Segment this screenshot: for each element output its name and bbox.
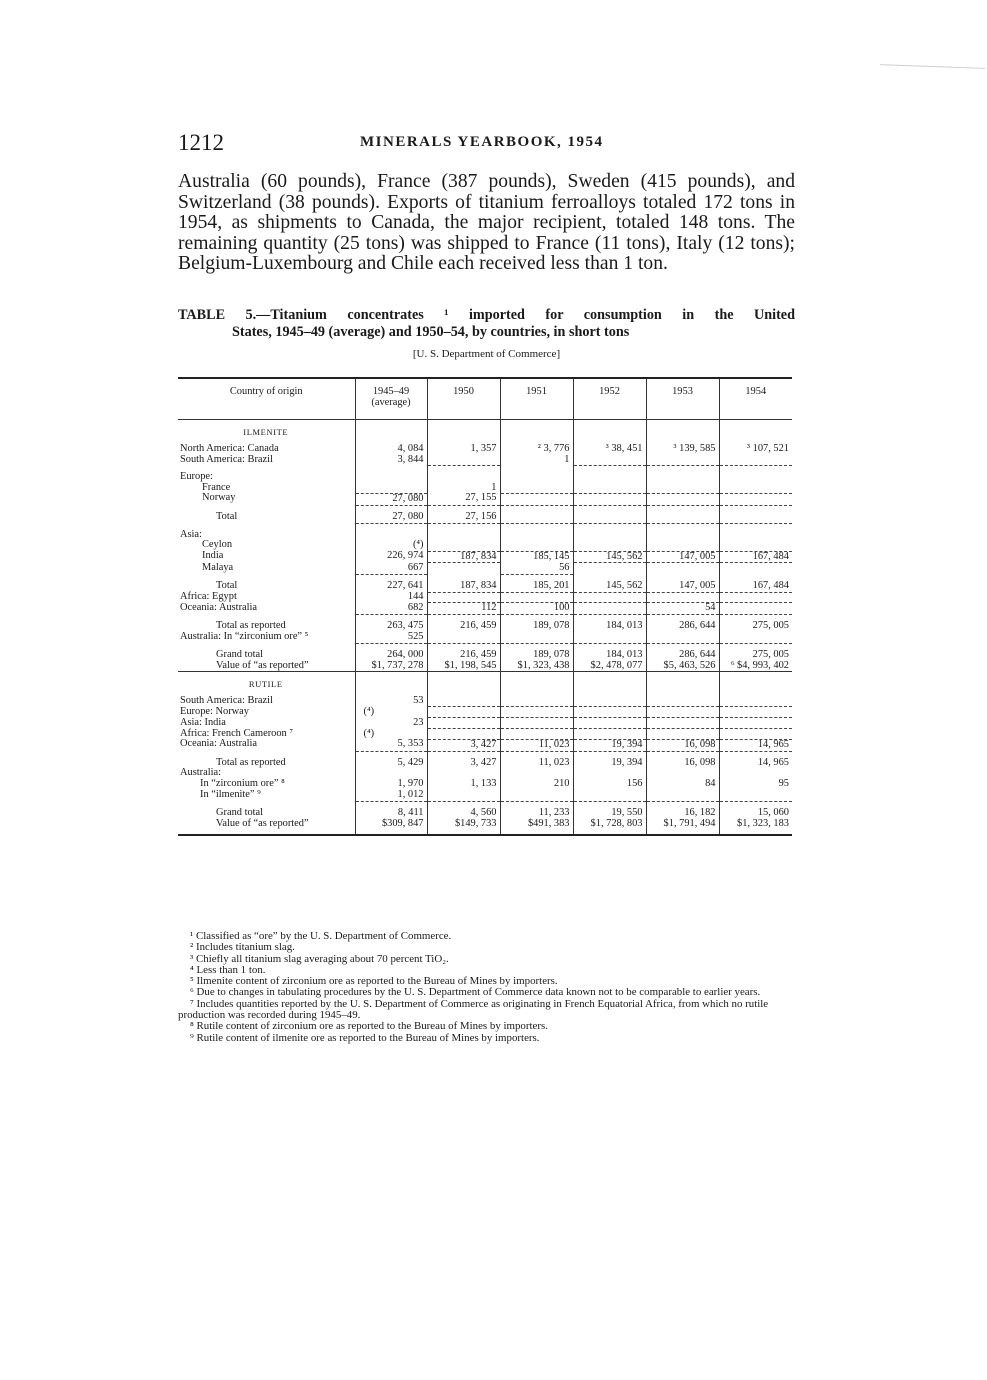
cell	[646, 729, 719, 740]
row-label: Ceylon	[202, 539, 233, 551]
cell	[573, 729, 646, 740]
footnote: ⁵ Ilmenite content of zirconium ore as reported to the Bureau of Mines by importers.	[190, 975, 558, 988]
cell: 286, 644	[646, 621, 719, 632]
cell: 185, 201	[500, 581, 573, 592]
table-row	[178, 739, 792, 751]
table-row	[178, 790, 792, 801]
cell: 14, 965	[719, 739, 792, 751]
cell	[719, 790, 792, 801]
table-row	[178, 632, 792, 643]
running-title: MINERALS YEARBOOK, 1954	[360, 134, 604, 150]
cell: $1, 323, 438	[500, 661, 573, 672]
cell: 682	[355, 603, 427, 615]
row-label: India	[202, 550, 224, 562]
intro-text: Australia (60 pounds), France (387 pounds), Sweden (415 pounds), and Switzerland (38 pounds). Exports of titanium ferroalloys totaled 172 tons in 1954, as shipments to Canada, the major recipient, totaled 148 tons. The remaining quantity (25 tons) was shipped to France (11 tons), Italy (12 tons); Belgium-Luxembourg and Chile each received less than 1 ton.	[178, 171, 795, 275]
col-header-1950: 1950	[427, 378, 500, 420]
cell: $1, 791, 494	[646, 819, 719, 830]
cell: 19, 394	[573, 758, 646, 769]
cell	[719, 493, 792, 505]
cell: (⁴)	[355, 729, 427, 740]
table-header-row	[178, 378, 792, 420]
cell	[719, 707, 792, 718]
cell: 11, 023	[500, 758, 573, 769]
cell: 187, 834	[427, 551, 500, 563]
cell: $149, 733	[427, 819, 500, 830]
cell	[573, 512, 646, 523]
table-caption-line-1: TABLE 5.—Titanium concentrates ¹ imported for consumption in the United	[178, 307, 795, 323]
cell: 145, 562	[573, 581, 646, 592]
page-header	[178, 130, 790, 160]
cell: 100	[500, 603, 573, 615]
cell: 145, 562	[573, 551, 646, 563]
row-label: Oceania: Australia	[180, 738, 258, 750]
cell: 53	[355, 696, 427, 707]
cell: 185, 145	[500, 551, 573, 563]
cell	[500, 718, 573, 729]
cell	[500, 729, 573, 740]
cell: (⁴)	[355, 707, 427, 718]
row-label: Total as reported	[216, 620, 286, 632]
cell	[719, 729, 792, 740]
cell: 210	[500, 779, 573, 790]
cell	[646, 632, 719, 643]
cell	[427, 540, 500, 551]
cell: 4, 084	[355, 444, 427, 455]
cell: 187, 834	[427, 581, 500, 592]
cell: 167, 484	[719, 551, 792, 563]
row-label: South America: Brazil	[180, 453, 273, 465]
cell	[646, 455, 719, 466]
cell	[573, 790, 646, 801]
cell: 14, 965	[719, 758, 792, 769]
cell	[646, 696, 719, 707]
cell: 275, 005	[719, 650, 792, 661]
section-label: RUTILE	[178, 672, 355, 690]
cell	[719, 455, 792, 466]
footnote: ¹ Classified as “ore” by the U. S. Department of Commerce.	[190, 930, 452, 942]
table-caption-line-2: States, 1945–49 (average) and 1950–54, by countries, in short tons	[232, 324, 630, 340]
cell: 226, 974	[355, 551, 427, 563]
table-row	[178, 581, 792, 592]
cell	[500, 592, 573, 603]
cell	[646, 512, 719, 523]
cell: 11, 233	[500, 808, 573, 819]
table-row	[178, 758, 792, 769]
cell	[427, 455, 500, 466]
row-label: Europe:	[180, 470, 213, 482]
row-label: Total	[216, 510, 238, 522]
cell: 16, 182	[646, 808, 719, 819]
cell: 156	[573, 779, 646, 790]
cell: 216, 459	[427, 650, 500, 661]
row-label: Value of “as reported”	[216, 659, 309, 671]
cell: 525	[355, 632, 427, 643]
cell	[719, 632, 792, 643]
cell: 84	[646, 779, 719, 790]
row-label: Australia:	[180, 767, 221, 779]
cell	[646, 707, 719, 718]
cell	[646, 493, 719, 505]
cell	[427, 592, 500, 603]
table-row	[178, 472, 792, 483]
cell	[427, 563, 500, 574]
cell	[500, 696, 573, 707]
row-label: Asia: India	[180, 716, 226, 728]
table-row	[178, 512, 792, 523]
cell: 1, 357	[427, 444, 500, 455]
cell: 95	[719, 779, 792, 790]
cell	[500, 483, 573, 494]
col-header-country: Country of origin	[178, 378, 355, 420]
table-caption	[178, 307, 795, 341]
row-label: Africa: Egypt	[180, 591, 237, 603]
cell: ⁶ $4, 993, 402	[719, 661, 792, 672]
table-row	[178, 650, 792, 661]
table-row	[178, 563, 792, 574]
table-row	[178, 551, 792, 563]
page-number: 1212	[178, 130, 224, 155]
cell: 54	[646, 603, 719, 615]
cell: 216, 459	[427, 621, 500, 632]
col-header-1952: 1952	[573, 378, 646, 420]
row-label: South America: Brazil	[180, 695, 273, 707]
cell: ³ 38, 451	[573, 444, 646, 455]
cell: 189, 078	[500, 650, 573, 661]
row-label: Norway	[202, 492, 236, 504]
cell	[500, 790, 573, 801]
col-header-1953: 1953	[646, 378, 719, 420]
cell	[573, 707, 646, 718]
cell: 3, 427	[427, 739, 500, 751]
cell: 1, 133	[427, 779, 500, 790]
row-label: Total	[216, 579, 238, 591]
row-label: Oceania: Australia	[180, 601, 258, 613]
table-row	[178, 444, 792, 455]
table-footnotes	[178, 931, 795, 1044]
cell	[500, 512, 573, 523]
table-row	[178, 661, 792, 672]
cell: 112	[427, 603, 500, 615]
cell	[573, 455, 646, 466]
cell: 184, 013	[573, 621, 646, 632]
row-label: Asia:	[180, 528, 202, 540]
titanium-imports-table	[178, 377, 792, 836]
cell	[427, 790, 500, 801]
cell: $5, 463, 526	[646, 661, 719, 672]
cell	[573, 592, 646, 603]
cell	[646, 592, 719, 603]
cell: 1	[500, 455, 573, 466]
cell: 264, 000	[355, 650, 427, 661]
cell	[719, 718, 792, 729]
cell: 3, 427	[427, 758, 500, 769]
cell	[573, 563, 646, 574]
table-row	[178, 493, 792, 505]
cell	[573, 718, 646, 729]
table-row	[178, 540, 792, 551]
cell: 27, 155	[427, 493, 500, 505]
cell: 3, 844	[355, 455, 427, 466]
cell	[646, 563, 719, 574]
row-label: Value of “as reported”	[216, 817, 309, 829]
cell	[573, 493, 646, 505]
section-label: ILMENITE	[243, 427, 289, 437]
cell	[573, 603, 646, 615]
cell	[427, 718, 500, 729]
cell: $2, 478, 077	[573, 661, 646, 672]
col-header-1945-49-average: (average)	[371, 396, 411, 408]
scan-artifact-line	[880, 64, 985, 69]
cell: 23	[355, 718, 427, 729]
row-label: Total as reported	[216, 756, 286, 768]
footnote: ⁶ Due to changes in tabulating procedures by the U. S. Department of Commerce data known not to be comparable to earlier years.	[190, 986, 761, 999]
cell: 16, 098	[646, 739, 719, 751]
cell	[573, 632, 646, 643]
row-label: France	[202, 481, 231, 493]
col-header-1945-49	[355, 378, 427, 420]
cell: (⁴)	[355, 540, 427, 551]
table-row	[178, 729, 792, 740]
cell: 5, 353	[355, 739, 427, 751]
cell: $1, 737, 278	[355, 661, 427, 672]
footnote: ³ Chiefly all titanium slag averaging about 70 percent TiO₂.	[190, 952, 449, 965]
cell	[719, 603, 792, 615]
cell: 286, 644	[646, 650, 719, 661]
cell: 1, 012	[355, 790, 427, 801]
row-label: Africa: French Cameroon ⁷	[180, 727, 293, 739]
cell	[427, 729, 500, 740]
cell	[719, 563, 792, 574]
cell: $1, 198, 545	[427, 661, 500, 672]
footnote: ² Includes titanium slag.	[190, 941, 295, 954]
col-header-1954: 1954	[719, 378, 792, 420]
cell	[500, 540, 573, 551]
row-label: Australia: In “zirconium ore” ⁵	[180, 630, 309, 642]
cell	[355, 483, 427, 494]
footnote: ⁹ Rutile content of ilmenite ore as reported to the Bureau of Mines by importers.	[190, 1031, 540, 1044]
table-row	[178, 779, 792, 790]
cell: 11, 023	[500, 739, 573, 751]
section-header-rutile	[178, 672, 792, 690]
cell: 27, 156	[427, 512, 500, 523]
footnote: ⁴ Less than 1 ton.	[190, 963, 266, 976]
cell	[719, 512, 792, 523]
cell: 275, 005	[719, 621, 792, 632]
cell: 4, 560	[427, 808, 500, 819]
footnote: ⁷ Includes quantities reported by the U. S. Department of Commerce as originating in French Equatorial Africa, from which no rutile production was recorded during 1945–49.	[178, 997, 769, 1022]
cell	[646, 540, 719, 551]
cell: 5, 429	[355, 758, 427, 769]
table-row	[178, 718, 792, 729]
cell: 15, 060	[719, 808, 792, 819]
cell: 667	[355, 563, 427, 574]
cell	[573, 483, 646, 494]
footnote: ⁸ Rutile content of zirconium ore as reported to the Bureau of Mines by importers.	[190, 1020, 548, 1033]
cell: 147, 005	[646, 581, 719, 592]
cell: $309, 847	[355, 819, 427, 830]
section-header-ilmenite	[178, 420, 792, 438]
table-row	[178, 707, 792, 718]
row-label: North America: Canada	[180, 442, 279, 454]
cell	[427, 707, 500, 718]
row-label: Malaya	[202, 561, 234, 573]
table-source: [U. S. Department of Commerce]	[412, 348, 561, 360]
row-label: Europe: Norway	[180, 705, 249, 717]
cell	[573, 540, 646, 551]
cell	[500, 632, 573, 643]
cell	[427, 696, 500, 707]
cell	[427, 632, 500, 643]
table-row	[178, 455, 792, 466]
cell: 16, 098	[646, 758, 719, 769]
cell: 144	[355, 592, 427, 603]
row-label: Grand total	[216, 806, 264, 818]
cell: 167, 484	[719, 581, 792, 592]
table-row	[178, 819, 792, 830]
cell	[646, 483, 719, 494]
cell: $1, 728, 803	[573, 819, 646, 830]
cell: 56	[500, 563, 573, 574]
col-header-1945-49-years: 1945–49	[372, 386, 410, 397]
cell	[500, 707, 573, 718]
intro-paragraph	[178, 172, 795, 275]
cell: $1, 323, 183	[719, 819, 792, 830]
cell	[573, 696, 646, 707]
cell	[500, 493, 573, 505]
table-row	[178, 530, 792, 541]
table-row	[178, 592, 792, 603]
cell	[719, 696, 792, 707]
col-header-1951: 1951	[500, 378, 573, 420]
cell: ³ 107, 521	[719, 444, 792, 455]
cell: 189, 078	[500, 621, 573, 632]
cell	[646, 718, 719, 729]
cell	[646, 790, 719, 801]
cell: 1, 970	[355, 779, 427, 790]
row-label: Grand total	[216, 648, 264, 660]
cell: 8, 411	[355, 808, 427, 819]
cell: ² 3, 776	[500, 444, 573, 455]
row-label: In “zirconium ore” ⁸	[200, 778, 285, 790]
table-row	[178, 696, 792, 707]
cell: $491, 383	[500, 819, 573, 830]
cell	[719, 483, 792, 494]
table-row	[178, 808, 792, 819]
cell: 27, 080	[355, 493, 427, 505]
table-row	[178, 603, 792, 615]
row-label: In “ilmenite” ⁹	[200, 789, 261, 801]
cell: 19, 394	[573, 739, 646, 751]
cell: 1	[427, 483, 500, 494]
cell: 227, 641	[355, 581, 427, 592]
cell: 147, 005	[646, 551, 719, 563]
cell: 19, 550	[573, 808, 646, 819]
cell	[719, 540, 792, 551]
cell: 184, 013	[573, 650, 646, 661]
cell: ³ 139, 585	[646, 444, 719, 455]
cell: 263, 475	[355, 621, 427, 632]
cell: 27, 080	[355, 512, 427, 523]
cell	[719, 592, 792, 603]
